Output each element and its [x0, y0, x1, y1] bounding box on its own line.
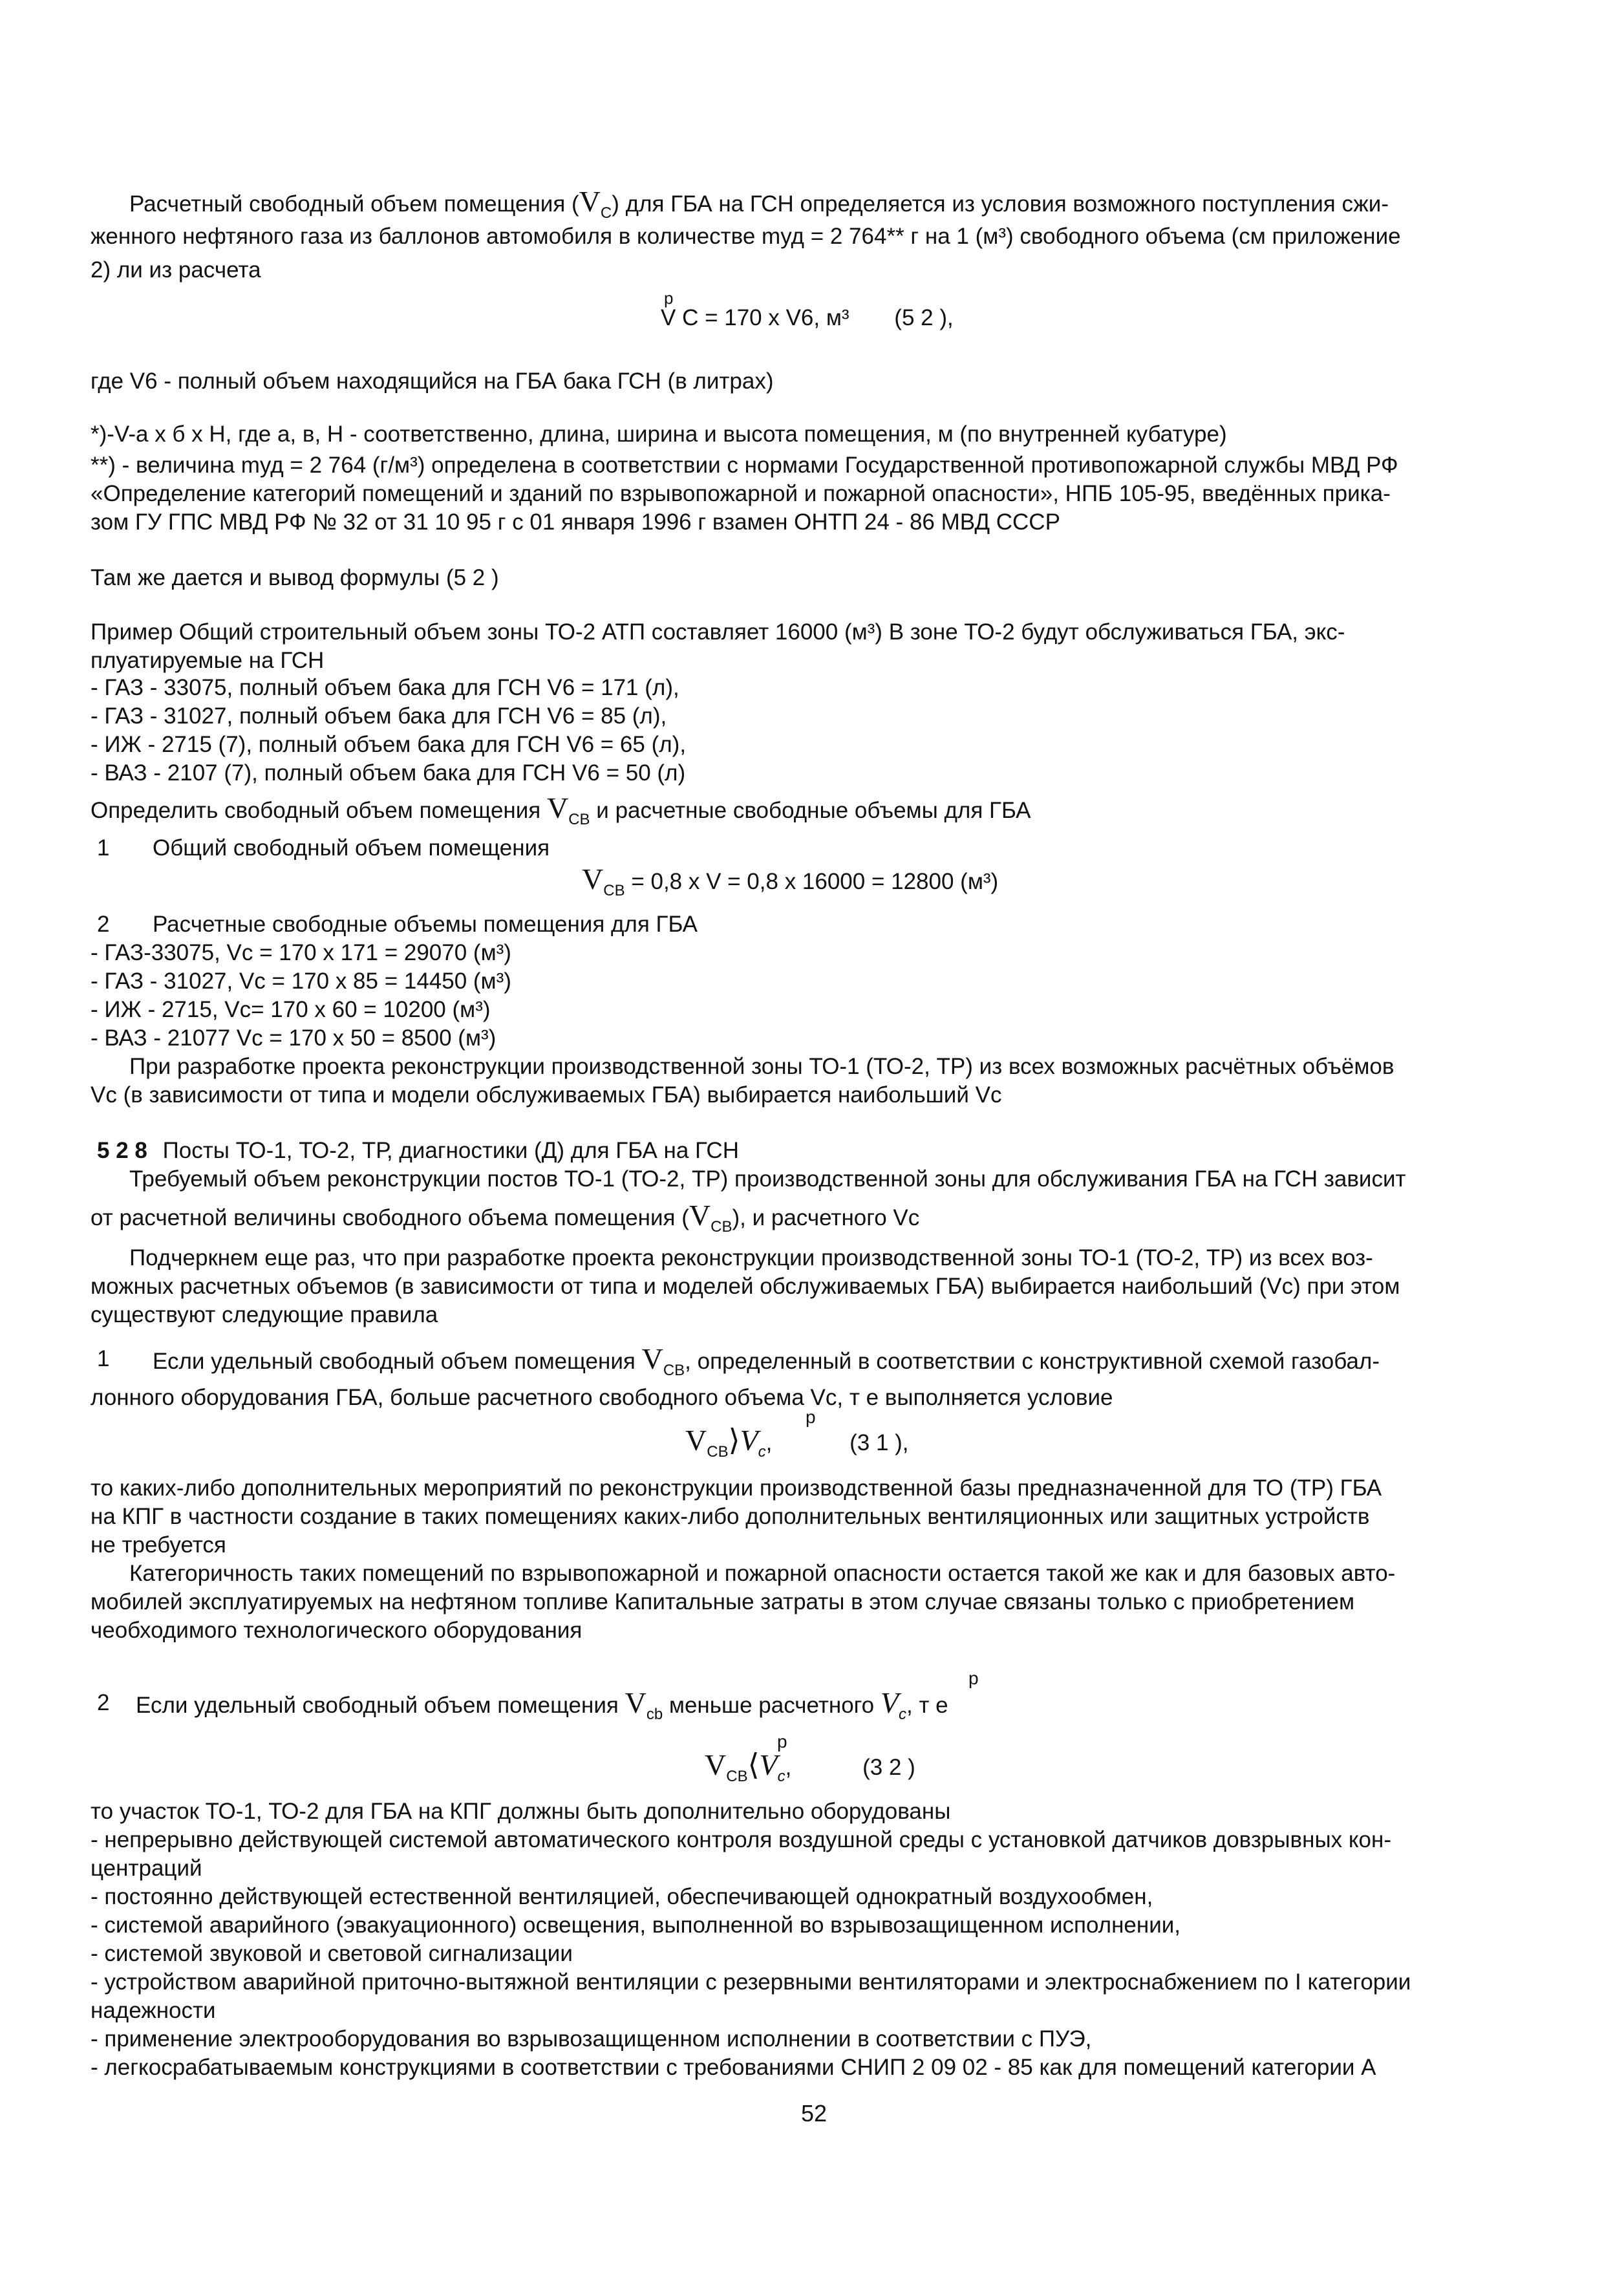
s528-p2-line1: Подчеркнем еще раз, что при разработке проекта реконструкции производственной зоны ТО-1 (ТО-2, ТР) из всех воз- [129, 1245, 1373, 1270]
rule2-text-a: Если удельный свободный объем помещения [136, 1693, 619, 1718]
p1-text-a: Расчетный свободный объем помещения ( [129, 191, 579, 217]
footnote-2-line3: зом ГУ ГПС МВД РФ № 32 от 31 10 95 г с 01 января 1996 г взамен ОНТП 24 - 86 МВД СССР [91, 509, 1060, 535]
f32-vcb: V [705, 1748, 727, 1781]
f31-vc: V [740, 1424, 758, 1457]
section-number: 5 2 8 [97, 1138, 147, 1163]
rule2-vc: V [880, 1686, 899, 1719]
rule2-item-6: - применение электрооборудования во взрывозащищенном исполнении в соответствии с ПУЭ, [91, 2026, 1092, 2052]
rule1-c1: то каких-либо дополнительных мероприятий по реконструкции производственной базы предназначенной для ТО (ТР) ГБА [91, 1475, 1382, 1501]
rule1-number: 1 [97, 1346, 110, 1371]
formula31 [685, 1426, 909, 1466]
category-line1: Категоричность таких помещений по взрывопожарной и пожарной опасности остается такой же как и для базовых авто- [129, 1561, 1396, 1586]
footnote-1: *)-V-а х б х Н, где а, в, Н - соответственно, длина, ширина и высота помещения, м (по внутренней кубатуре) [91, 422, 1227, 447]
rule2-item-1: - непрерывно действующей системой автоматического контроля воздушной среды с установкой датчиков довзрывных кон- [91, 1827, 1392, 1852]
f31-vcb-sub: CB [707, 1443, 729, 1461]
s528-p2-line3: существуют следующие правила [91, 1302, 438, 1327]
s528-p1-line1: Требуемый объем реконструкции постов ТО-1 (ТО-2, ТР) производственной зоны для обслуживания ГБА на ГСН зависит [129, 1166, 1406, 1192]
f31-vc-sub: c [758, 1443, 766, 1461]
example-item-2: - ГАЗ - 31027, полный объем бака для ГСН V6 = 85 (л), [91, 703, 667, 729]
p1-vc-sub: C [600, 204, 612, 222]
rule1-c2: на КПГ в частности создание в таких помещениях каких-либо дополнительных вентиляционных или защитных устройств [91, 1504, 1370, 1529]
rule2-intro: то участок ТО-1, ТО-2 для ГБА на КПГ должны быть дополнительно оборудованы [91, 1799, 951, 1824]
f32-vc: V [759, 1748, 778, 1781]
define-vcb-symbol: V [546, 791, 569, 824]
example-item-1: - ГАЗ - 33075, полный объем бака для ГСН V6 = 171 (л), [91, 675, 679, 700]
f32-less: ⟨ [747, 1748, 760, 1781]
define-text-a: Определить свободный объем помещения [91, 798, 541, 823]
step1-number: 1 [97, 835, 110, 861]
f32-number: (3 2 ) [862, 1755, 915, 1780]
rule1-line2: лонного оборудования ГБА, больше расчетного свободного объема Vc, т е выполняется условие [91, 1385, 1113, 1410]
example-item-3: - ИЖ - 2715 (7), полный объем бака для ГСН V6 = 65 (л), [91, 732, 687, 757]
rule2-text-c: , т е [906, 1693, 948, 1718]
there-line: Там же дается и вывод формулы (5 2 ) [91, 565, 499, 590]
formula-vcb [582, 865, 998, 905]
page-number: 52 [801, 2100, 828, 2127]
s528-p1-line2 [91, 1201, 919, 1241]
p1l2-vcb-sub: CB [710, 1218, 732, 1236]
f32-vc-sub: c [777, 1768, 785, 1785]
step2-text: Расчетные свободные объемы помещения для ГБА [153, 912, 698, 937]
rule1-line1 [153, 1342, 1380, 1385]
calc-1: - ГАЗ-33075, Vc = 170 х 171 = 29070 (м³) [91, 940, 511, 965]
f31-greater: ⟩ [728, 1424, 740, 1457]
f31-comma: , [765, 1430, 773, 1455]
define-text-b: и расчетные свободные объемы для ГБА [596, 798, 1031, 823]
rule1-vcb-sub: CB [663, 1362, 685, 1379]
rule2-text-b: меньше расчетного [668, 1693, 875, 1718]
section-title: Посты ТО-1, ТО-2, ТР, диагностики (Д) для ГБА на ГСН [162, 1138, 739, 1163]
example-define [91, 791, 1031, 834]
p1l2-text-b: ), и расчетного Vc [732, 1205, 920, 1230]
f32-comma: , [785, 1755, 792, 1780]
p1l2-vcb: V [689, 1199, 711, 1232]
rule2-item-7: - легкосрабатываемым конструкциями в соответствии с требованиями СНИП 2 09 02 - 85 как для помещений категории А [91, 2055, 1376, 2080]
rule1-text-a: Если удельный свободный объем помещения [153, 1349, 636, 1374]
rule2-item-3: - системой аварийного (эвакуационного) освещения, выполненной во взрывозащищенном исполнении, [91, 1913, 1181, 1938]
calc-2: - ГАЗ - 31027, Vc = 170 х 85 = 14450 (м³) [91, 969, 511, 994]
formula32 [705, 1748, 915, 1791]
formula52-number: (5 2 ), [894, 305, 954, 330]
step1-text: Общий свободный объем помещения [153, 835, 550, 861]
formula-vcb-sub: CB [603, 882, 625, 899]
section-528-heading [97, 1137, 739, 1165]
example-line2: плуатируемые на ГСН [91, 648, 325, 673]
define-vcb-sub: CB [568, 811, 590, 828]
f31-vcb: V [685, 1424, 707, 1457]
calc-4: - ВАЗ - 21077 Vc = 170 х 50 = 8500 (м³) [91, 1025, 497, 1051]
rule2-vcb-sub: cb [646, 1706, 663, 1723]
footnote-2-line2: «Определение категорий помещений и зданий по взрывопожарной и пожарной опасности», НПБ 105-95, введённых прика- [91, 481, 1391, 506]
where-line: где V6 - полный объем находящийся на ГБА бака ГСН (в литрах) [91, 369, 774, 394]
f32-p: p [777, 1731, 787, 1752]
rule2-line [136, 1686, 948, 1729]
rule2-vc-sub: c [898, 1706, 906, 1723]
formula52-body [661, 304, 954, 332]
f31-p: p [806, 1407, 816, 1427]
conclusion-line1: При разработке проекта реконструкции производственной зоны ТО-1 (ТО-2, ТР) из всех возможных расчётных объёмов [129, 1054, 1394, 1079]
formula52-text: V C = 170 х V6, м³ [661, 305, 849, 330]
p1l2-text-a: от расчетной величины свободного объема помещения ( [91, 1205, 689, 1230]
rule2-item-5: - устройством аварийной приточно-вытяжной вентиляции с резервными вентиляторами и электроснабжением по I категории [91, 1969, 1411, 1995]
rule2-item-5-cont: надежности [91, 1998, 216, 2023]
rule1-text-b: , определенный в соответствии с конструктивной схемой газобал- [685, 1349, 1380, 1374]
p1-line1 [129, 185, 1389, 228]
p1-line2: женного нефтяного газа из баллонов автомобиля в количестве mуд = 2 764** г на 1 (м³) свободного объема (см приложение [91, 224, 1401, 249]
calc-3: - ИЖ - 2715, Vc= 170 х 60 = 10200 (м³) [91, 997, 491, 1022]
category-line2: мобилей эксплуатируемых на нефтяном топливе Капитальные затраты в этом случае связаны только с приобретением [91, 1589, 1355, 1614]
rule2-vcb: V [625, 1686, 646, 1719]
rule2-number: 2 [97, 1690, 110, 1715]
footnote-2-line1: **) - величина mуд = 2 764 (г/м³) определена в соответствии с нормами Государственной противопожарной службы МВД РФ [91, 453, 1398, 478]
r2-p: p [968, 1668, 979, 1688]
formula52-p: p [664, 288, 674, 308]
rule1-c3: не требуется [91, 1532, 226, 1558]
p1-text-b: ) для ГБА на ГСН определяется из условия возможного поступления сжи- [612, 191, 1389, 217]
p1-vc-symbol: V [579, 185, 601, 218]
s528-p2-line2: можных расчетных объемов (в зависимости от типа и моделей обслуживаемых ГБА) выбирается наибольший (Vc) при этом [91, 1274, 1400, 1299]
step2-number: 2 [97, 912, 110, 937]
f32-vcb-sub: CB [726, 1768, 748, 1785]
rule2-item-4: - системой звуковой и световой сигнализации [91, 1941, 573, 1966]
category-line3: чеобходимого технологического оборудования [91, 1618, 582, 1643]
example-line1: Пример Общий строительный объем зоны ТО-2 АТП составляет 16000 (м³) В зоне ТО-2 будут обслуживаться ГБА, экс- [91, 619, 1345, 645]
formula-vcb-rest: = 0,8 х V = 0,8 х 16000 = 12800 (м³) [631, 869, 999, 894]
conclusion-line2: Vc (в зависимости от типа и модели обслуживаемых ГБА) выбирается наибольший Vc [91, 1082, 1002, 1108]
example-item-4: - ВАЗ - 2107 (7), полный объем бака для ГСН V6 = 50 (л) [91, 760, 686, 786]
rule2-item-1-cont: центраций [91, 1856, 202, 1881]
p1-line3: 2) ли из расчета [91, 257, 261, 283]
rule2-item-2: - постоянно действующей естественной вентиляцией, обеспечивающей однократный воздухообмен, [91, 1884, 1153, 1909]
rule1-vcb: V [641, 1342, 663, 1375]
f31-number: (3 1 ), [849, 1430, 909, 1455]
formula-vcb-v: V [582, 863, 604, 895]
